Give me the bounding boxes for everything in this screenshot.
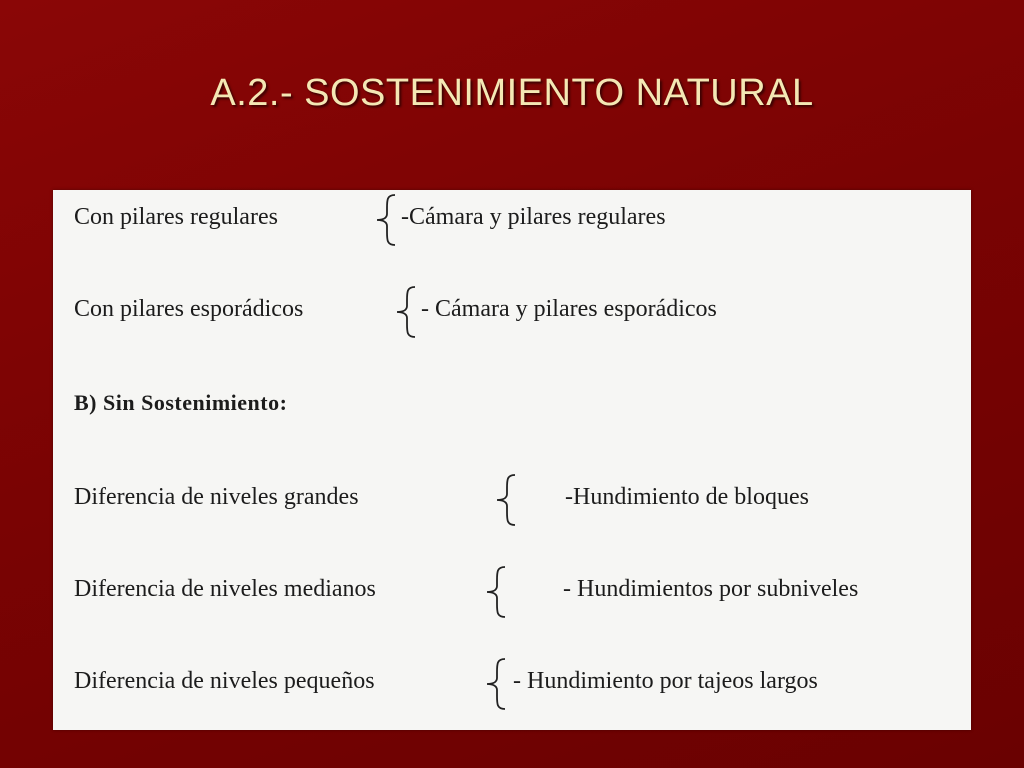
classification-row <box>53 190 971 250</box>
row-right-label: -Hundimiento de bloques <box>565 484 809 510</box>
curly-brace-icon <box>479 656 509 712</box>
classification-row <box>53 282 971 342</box>
curly-brace-icon <box>389 284 419 340</box>
row-right-label: - Cámara y pilares esporádicos <box>421 296 717 322</box>
row-right-label: - Hundimiento por tajeos largos <box>513 668 818 694</box>
section-subheading: B) Sin Sostenimiento: <box>74 390 288 415</box>
curly-brace-icon <box>489 472 519 528</box>
classification-row <box>53 654 971 714</box>
classification-row <box>53 562 971 622</box>
slide-title: A.2.- SOSTENIMIENTO NATURAL <box>210 72 814 114</box>
scanned-document-image <box>53 190 971 730</box>
row-left-label: Diferencia de niveles pequeños <box>74 668 375 694</box>
row-right-label: - Hundimientos por subniveles <box>563 576 859 602</box>
row-left-label: Diferencia de niveles medianos <box>74 576 376 602</box>
row-left-label: Con pilares esporádicos <box>74 296 304 322</box>
curly-brace-icon <box>369 192 399 248</box>
row-left-label: Diferencia de niveles grandes <box>74 484 359 510</box>
curly-brace-icon <box>479 564 509 620</box>
classification-row <box>53 470 971 530</box>
row-left-label: Con pilares regulares <box>74 204 278 230</box>
row-right-label: -Cámara y pilares regulares <box>401 204 666 230</box>
